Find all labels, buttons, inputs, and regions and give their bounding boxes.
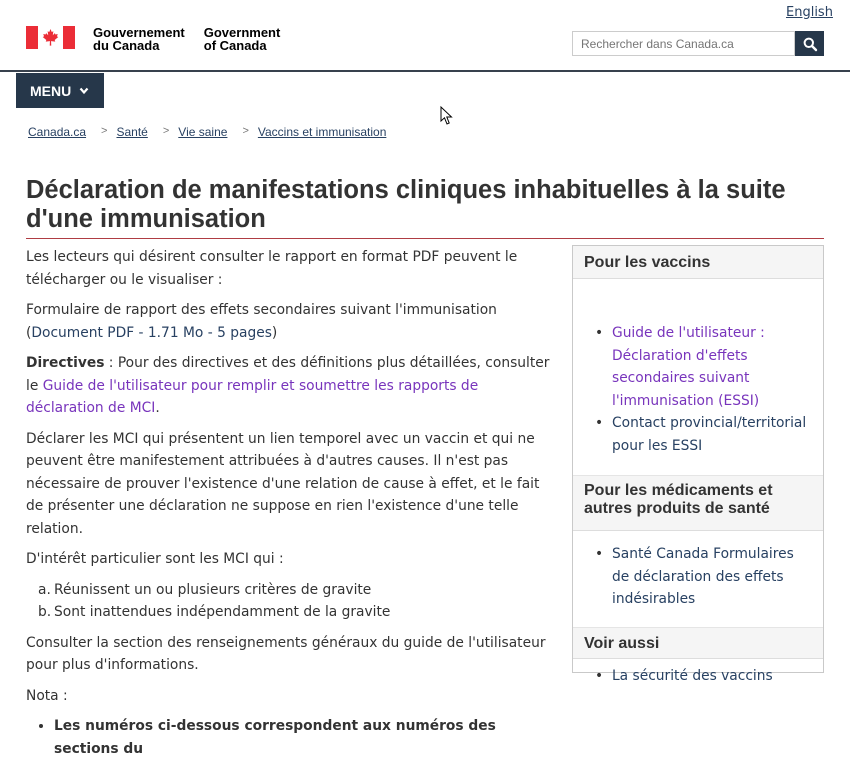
- government-signature[interactable]: [26, 26, 280, 52]
- search-icon: [803, 37, 817, 51]
- criteria-list: [38, 579, 556, 624]
- intro-paragraph: Les lecteurs qui désirent consulter le rapport en format PDF peuvent le télécharger ou le visualiser :: [26, 249, 518, 288]
- sidebar-link-adverse-forms[interactable]: Santé Canada Formulaires de déclaration des effets indésirables: [612, 546, 794, 607]
- declare-paragraph: Déclarer les MCI qui présentent un lien temporel avec un vaccin et qui ne peuvent être manifestement attribuées à d'autres causes. Il n'est pas nécessaire de prouver l'existence d'une relation de cause à effet, et le fait de présenter une déclaration ne suppose en rien l'existence d'une telle relation.: [26, 430, 540, 537]
- menu-label: MENU: [30, 82, 72, 99]
- breadcrumb-sante[interactable]: Santé: [116, 125, 148, 139]
- breadcrumb-canada[interactable]: Canada.ca: [28, 125, 87, 139]
- sidebar-vaccines-list: [573, 279, 823, 475]
- user-guide-link[interactable]: Guide de l'utilisateur pour remplir et soumettre les rapports de déclaration de MCI: [26, 377, 479, 416]
- search-button[interactable]: [795, 31, 824, 56]
- nota-list: [54, 715, 556, 760]
- sidebar-panel: [572, 245, 824, 684]
- sidebar-see-also-list: [573, 659, 823, 688]
- breadcrumb-separator: >: [101, 125, 108, 137]
- directives-paragraph: Directives : Pour des directives et des définitions plus détaillées, consulter le Guide de l'utilisateur pour remplir et soumettre les rapports de déclaration de MCI.: [26, 355, 550, 416]
- breadcrumb-separator: >: [162, 125, 170, 137]
- breadcrumb: [28, 125, 386, 139]
- maple-leaf-icon: [41, 28, 60, 47]
- form-pdf-link[interactable]: Document PDF - 1.71 Mo - 5 pages: [31, 324, 272, 341]
- sidebar-drugs-list: [573, 531, 823, 627]
- list-item: b. Sont inattendues indépendamment de la gravite: [38, 604, 391, 620]
- site-search: [572, 31, 824, 56]
- consult-paragraph: Consulter la section des renseignements généraux du guide de l'utilisateur pour plus d'informations.: [26, 634, 546, 673]
- search-input[interactable]: [572, 31, 795, 56]
- list-item: • Contact provincial/territorial pour les ESSI: [595, 412, 813, 457]
- list-item: • Guide de l'utilisateur : Déclaration d'effets secondaires suivant l'immunisation (ESSI): [595, 322, 813, 412]
- sidebar-link-vaccine-safety[interactable]: La sécurité des vaccins: [612, 667, 773, 684]
- title-underline: [26, 238, 824, 239]
- canada-flag-icon: [26, 26, 75, 49]
- breadcrumb-vie-saine[interactable]: Vie saine: [178, 125, 228, 139]
- breadcrumb-vaccins[interactable]: Vaccins et immunisation: [257, 125, 387, 139]
- header-divider: [0, 70, 850, 72]
- sidebar-link-provincial-contact[interactable]: Contact provincial/territorial pour les ESSI: [612, 415, 807, 454]
- list-item: • Santé Canada Formulaires de déclaration des effets indésirables: [595, 543, 813, 611]
- list-item: • Les numéros ci-dessous correspondent aux numéros des sections du: [54, 715, 556, 760]
- nota-label: Nota :: [26, 687, 68, 704]
- page-title: Déclaration de manifestations cliniques inhabituelles à la suite d'une immunisation: [26, 176, 786, 233]
- menu-button[interactable]: [16, 73, 104, 108]
- language-toggle-link[interactable]: English: [786, 5, 833, 20]
- signature-french: Gouvernement du Canada: [93, 25, 185, 53]
- signature-english: Government of Canada: [203, 25, 281, 53]
- breadcrumb-separator: >: [242, 125, 249, 137]
- main-content: [26, 246, 556, 760]
- sidebar-link-essi-guide[interactable]: Guide de l'utilisateur : Déclaration d'effets secondaires suivant l'immunisation (ESSI): [612, 325, 765, 409]
- directives-label: Directives: [26, 355, 105, 371]
- form-paragraph: Formulaire de rapport des effets secondaires suivant l'immunisation (Document PDF - 1.71 Mo - 5 pages): [26, 302, 497, 341]
- list-item: • La sécurité des vaccins: [595, 665, 813, 688]
- sidebar-heading-see-also: Voir aussi: [573, 627, 823, 659]
- chevron-down-icon: [79, 87, 89, 95]
- mouse-cursor-icon: [440, 106, 454, 126]
- sidebar-heading-vaccines: Pour les vaccins: [573, 246, 823, 279]
- list-item: a. Réunissent un ou plusieurs critères de gravite: [38, 581, 372, 598]
- interest-paragraph: D'intérêt particulier sont les MCI qui :: [26, 551, 284, 567]
- sidebar-heading-drugs: Pour les médicaments et autres produits de santé: [573, 475, 823, 531]
